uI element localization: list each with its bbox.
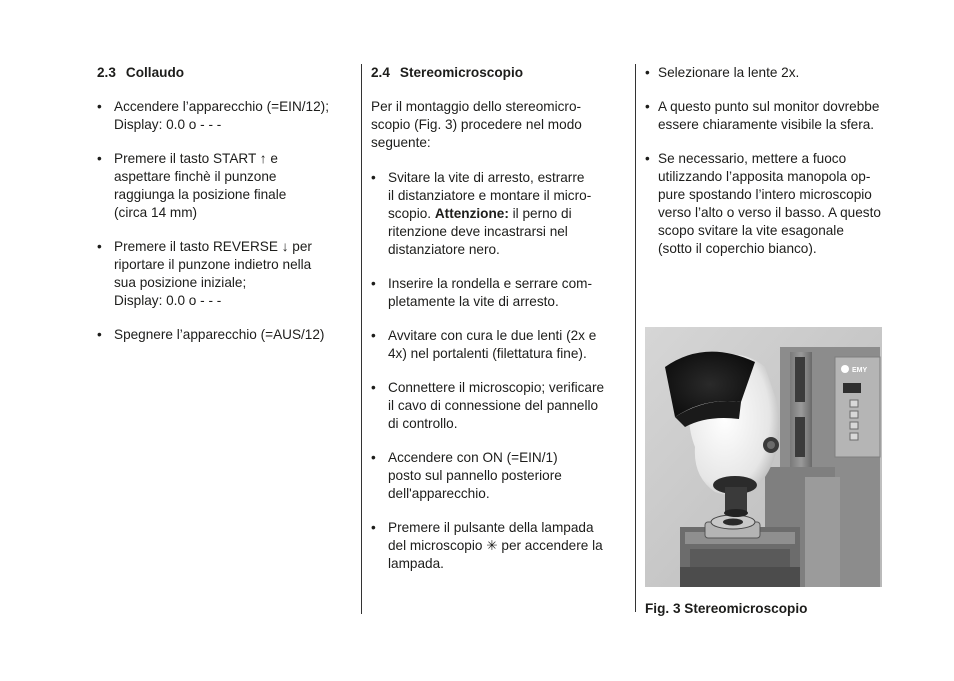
item-line: (sotto il coperchio bianco). xyxy=(658,241,817,256)
item-line: Inserire la rondella e serrare com- xyxy=(388,276,592,291)
section-title: Stereomicroscopio xyxy=(399,65,524,80)
item-line: 4x) nel portalenti (filettatura fine). xyxy=(388,346,587,361)
item-line: essere chiaramente visibile la sfera. xyxy=(658,117,875,132)
step-list xyxy=(371,169,623,573)
list-item xyxy=(97,150,347,222)
item-line: Accendere l’apparecchio (=EIN/12); xyxy=(114,99,329,114)
warning-label: Attenzione: xyxy=(434,206,509,221)
item-line: distanziatore nero. xyxy=(388,242,500,257)
step-list xyxy=(97,98,347,344)
item-line: il perno di xyxy=(508,206,572,221)
list-item xyxy=(371,379,623,433)
item-line: Accendere con ON (=EIN/1) xyxy=(388,450,558,465)
item-line: il distanziatore e montare il micro- xyxy=(388,188,592,203)
item-line: A questo punto sul monitor dovrebbe xyxy=(658,99,880,114)
stereomicroscope-photo xyxy=(645,327,882,587)
item-line: del microscopio ✳ per accendere la xyxy=(388,538,603,553)
item-line: sua posizione iniziale; xyxy=(114,275,247,290)
intro-line: scopio (Fig. 3) procedere nel modo xyxy=(371,117,582,132)
item-line: dell'apparecchio. xyxy=(388,486,490,501)
column-collaudo xyxy=(97,64,347,360)
section-title: Collaudo xyxy=(125,65,185,80)
list-item xyxy=(97,326,347,344)
item-line: pure spostando l’intero microscopio xyxy=(658,187,872,202)
item-line: Premere il tasto REVERSE ↓ per xyxy=(114,239,312,254)
microscope-illustration xyxy=(645,327,882,587)
item-line: Premere il pulsante della lampada xyxy=(388,520,594,535)
item-line: Selezionare la lente 2x. xyxy=(658,65,800,80)
list-item xyxy=(645,150,900,258)
item-line: Connettere il microscopio; verificare xyxy=(388,380,605,395)
item-line: Display: 0.0 o - - - xyxy=(114,293,222,308)
item-line: il cavo di connessione del pannello xyxy=(388,398,599,413)
item-line: ritenzione deve incastrarsi nel xyxy=(388,224,568,239)
item-line: riportare il punzone indietro nella xyxy=(114,257,312,272)
list-item xyxy=(97,238,347,310)
step-list xyxy=(645,64,900,258)
item-line: scopio. xyxy=(388,206,435,221)
item-line: scopo svitare la vite esagonale xyxy=(658,223,844,238)
figure-caption: Fig. 3 Stereomicroscopio xyxy=(645,601,808,616)
column-continued xyxy=(645,64,900,274)
section-number: 2.3 xyxy=(97,65,116,80)
list-item xyxy=(97,98,347,134)
intro-paragraph xyxy=(371,98,623,152)
list-item xyxy=(371,169,623,259)
list-item xyxy=(645,98,900,134)
item-line: pletamente la vite di arresto. xyxy=(388,294,559,309)
item-line: raggiunga la posizione finale xyxy=(114,187,287,202)
list-item xyxy=(371,519,623,573)
item-line: Avvitare con cura le due lenti (2x e xyxy=(388,328,597,343)
list-item xyxy=(371,275,623,311)
column-divider-2 xyxy=(635,64,636,612)
item-line: aspettare finchè il punzone xyxy=(114,169,277,184)
intro-line: seguente: xyxy=(371,135,431,150)
item-line: Svitare la vite di arresto, estrarre xyxy=(388,170,585,185)
column-divider-1 xyxy=(361,64,362,614)
brand-logo: EMY xyxy=(852,367,868,374)
item-line: Spegnere l’apparecchio (=AUS/12) xyxy=(114,327,325,342)
item-line: Display: 0.0 o - - - xyxy=(114,117,222,132)
list-item xyxy=(645,64,900,82)
item-line: Se necessario, mettere a fuoco xyxy=(658,151,847,166)
column-stereomicroscopio xyxy=(371,64,623,589)
section-heading-collaudo xyxy=(97,64,347,82)
section-heading-stereomicroscopio xyxy=(371,64,623,82)
item-line: posto sul pannello posteriore xyxy=(388,468,562,483)
item-line: (circa 14 mm) xyxy=(114,205,198,220)
item-line: lampada. xyxy=(388,556,444,571)
item-line: utilizzando l’apposita manopola op- xyxy=(658,169,871,184)
item-line: di controllo. xyxy=(388,416,458,431)
list-item xyxy=(371,327,623,363)
item-line: verso l’alto o verso il basso. A questo xyxy=(658,205,881,220)
list-item xyxy=(371,449,623,503)
intro-line: Per il montaggio dello stereomicro- xyxy=(371,99,582,114)
section-number: 2.4 xyxy=(371,65,390,80)
item-line: Premere il tasto START ↑ e xyxy=(114,151,278,166)
